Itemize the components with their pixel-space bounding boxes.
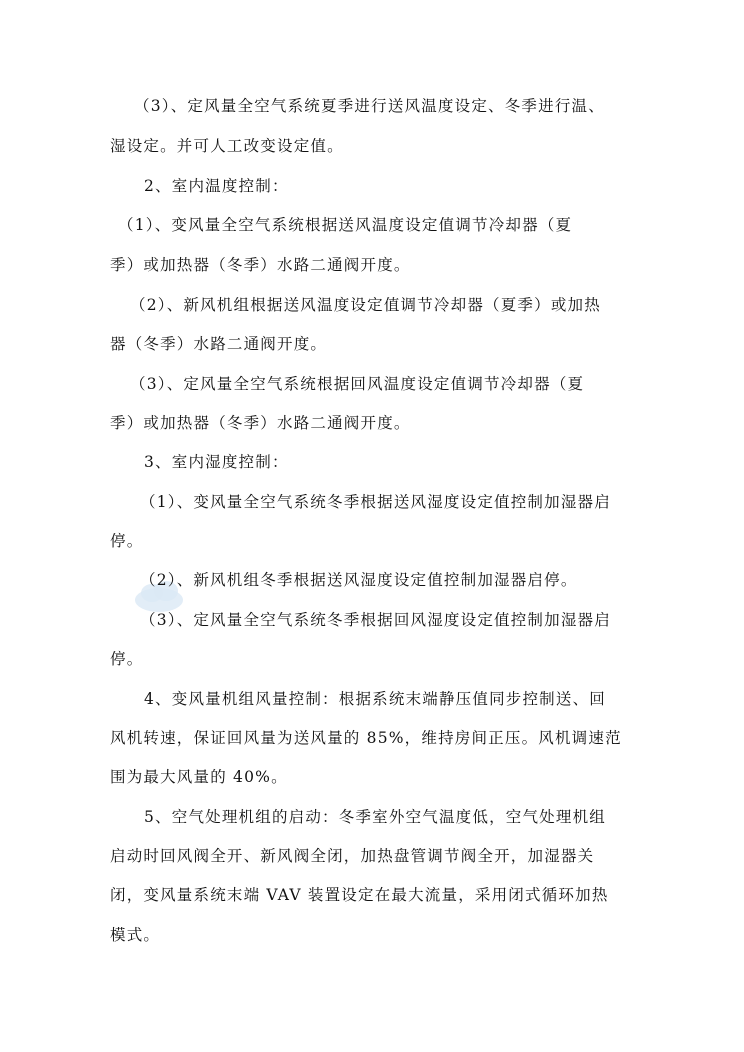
text-line-12: 停。 xyxy=(110,532,144,550)
text-line-5: 季）或加热器（冬季）水路二通阀开度。 xyxy=(110,256,411,274)
text-line-13: （2）、新风机组冬季根据送风湿度设定值控制加湿器启停。 xyxy=(140,571,578,589)
text-line-6: （2）、新风机组根据送风温度设定值调节冷却器（夏季）或加热 xyxy=(130,296,601,314)
text-line-10: 3、室内湿度控制： xyxy=(144,453,289,471)
text-line-20: 启动时回风阀全开、新风阀全闭，加热盘管调节阀全开，加湿器关 xyxy=(110,847,595,865)
text-line-18: 围为最大风量的 40%。 xyxy=(110,768,288,786)
text-line-15: 停。 xyxy=(110,650,144,668)
text-line-8: （3）、定风量全空气系统根据回风温度设定值调节冷却器（夏 xyxy=(130,375,585,393)
text-line-7: 器（冬季）水路二通阀开度。 xyxy=(110,335,328,353)
text-line-17: 风机转速，保证回风量为送风量的 85%，维持房间正压。风机调速范 xyxy=(110,729,622,747)
text-line-3: 2、室内温度控制： xyxy=(144,177,289,195)
text-line-2: 湿设定。并可人工改变设定值。 xyxy=(110,137,344,155)
text-line-19: 5、空气处理机组的启动：冬季室外空气温度低，空气处理机组 xyxy=(144,808,606,826)
text-line-9: 季）或加热器（冬季）水路二通阀开度。 xyxy=(110,414,411,432)
text-line-14: （3）、定风量全空气系统冬季根据回风湿度设定值控制加湿器启 xyxy=(140,611,611,629)
text-line-11: （1）、变风量全空气系统冬季根据送风湿度设定值控制加湿器启 xyxy=(140,493,611,511)
text-line-22: 模式。 xyxy=(110,926,161,944)
text-line-16: 4、变风量机组风量控制：根据系统末端静压值同步控制送、回 xyxy=(144,690,606,708)
text-line-1: （3）、定风量全空气系统夏季进行送风温度设定、冬季进行温、 xyxy=(134,97,605,115)
text-line-4: （1）、变风量全空气系统根据送风温度设定值调节冷却器（夏 xyxy=(118,216,573,234)
text-line-21: 闭，变风量系统末端 VAV 装置设定在最大流量，采用闭式循环加热 xyxy=(110,886,609,904)
